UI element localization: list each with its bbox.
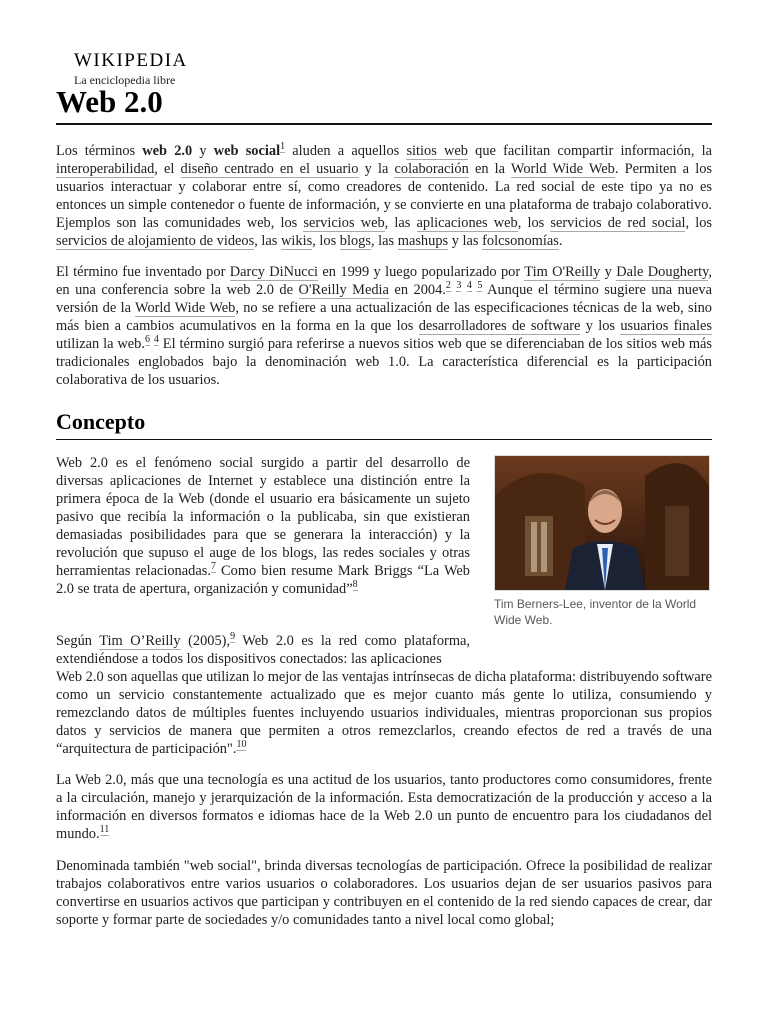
link-aplicaciones-web[interactable]: aplicaciones web — [416, 215, 518, 231]
wikipedia-logo[interactable] — [74, 50, 204, 87]
link-diseno-centrado[interactable]: diseño centrado en el usuario — [180, 161, 359, 177]
page-title: Web 2.0 — [56, 84, 712, 125]
reference-link[interactable]: 4 — [153, 334, 159, 346]
concepto-paragraph-3: La Web 2.0, más que una tecnología es una actitud de los usuarios, tanto productores como consumidores, frente a la circulación, manejo y jerarquización de la información. Esta democratización de la producción y acceso a la información en diversos formatos e idiomas hace de la Web 2.0 un punto de encuentro para los ciudadanos del mundo.$^{11}$ — [56, 772, 712, 842]
reference-link[interactable]: 10 — [236, 739, 247, 751]
bold-term: web 2.0 — [142, 143, 193, 159]
link-servicios-red-social[interactable]: servicios de red social — [550, 215, 686, 231]
link-usuarios-finales[interactable]: usuarios finales — [620, 318, 712, 334]
link-wikis[interactable]: wikis — [281, 233, 313, 249]
link-sitios-web[interactable]: sitios web — [406, 143, 468, 159]
link-tim-oreilly[interactable]: Tim O'Reilly — [524, 264, 601, 280]
reference-link[interactable]: 2 — [445, 280, 451, 292]
link-interoperabilidad[interactable]: interoperabilidad — [56, 161, 155, 177]
reference-link[interactable]: 11 — [99, 824, 110, 836]
reference-link[interactable]: 9 — [230, 631, 236, 643]
link-servicios-web[interactable]: servicios web — [303, 215, 385, 231]
link-alojamiento-videos[interactable]: servicios de alojamiento de videos — [56, 233, 255, 249]
link-blogs[interactable]: blogs — [339, 233, 371, 249]
concepto-paragraph-1: Web 2.0 es el fenómeno social surgido a partir del desarrollo de diversas aplicaciones de Internet y establece una distinción entre la primera época de la Web (donde el usuario era básicamente un sujeto pasivo que recibía la información o la publicaba, sin que existieran demasiadas posibilidades para que se generara la interacción) y la revolución que supuso el auge de los blogs, las redes sociales y otras herramientas relacionadas.$^7$ Como bien resume Mark Briggs “La Web 2.0 se trata de apertura, organización y comunidad”$^8$ — [56, 455, 470, 597]
reference-link[interactable]: 8 — [352, 579, 358, 591]
concepto-paragraph-2-cont: Web 2.0 son aquellas que utilizan lo mejor de las ventajas intrínsecas de dicha plataforma: distribuyendo software como un servicio constantemente actualizado que es mejor cuanto más gente lo utiliza, consumiendo y remezclando datos de múltiples fuentes incluyendo usuarios individuales, mientras proporcionan sus propios datos y servicios de manera que permiten a otros remezclarlos, creando efectos de red a través de una “arquitectura de participación".$^{10}$ — [56, 669, 712, 757]
reference-link[interactable]: 5 — [477, 280, 483, 292]
link-world-wide-web[interactable]: World Wide Web — [135, 300, 236, 316]
bold-term: web social — [213, 143, 281, 159]
link-desarrolladores-software[interactable]: desarrolladores de software — [418, 318, 581, 334]
figure-tim-berners-lee — [494, 455, 710, 628]
logo-wordmark: WIKIPEDIA — [74, 50, 188, 71]
logo-tagline: La enciclopedia libre — [74, 73, 176, 87]
reference-link[interactable]: 1 — [280, 141, 286, 153]
concepto-paragraph-4: Denominada también "web social", brinda diversas tecnologías de participación. Ofrece la posibilidad de realizar trabajos colaborativos entre varios usuarios o colaboradores. Los usuarios dejan de ser usuarios pasivos para convertirse en usuarios activos que participan y contribuyen en el contenido de la red siendo capaces de crear, dar soporte y formar parte de sociedades y/o comunidades tanto a nivel local como global; — [56, 858, 712, 928]
link-oreilly-media[interactable]: O'Reilly Media — [298, 282, 389, 298]
link-dale-dougherty[interactable]: Dale Dougherty — [616, 264, 709, 280]
figure-caption: Tim Berners-Lee, inventor de la World Wide Web. — [494, 597, 697, 627]
section-heading-concepto: Concepto — [56, 409, 712, 440]
link-tim-oreilly[interactable]: Tim O’Reilly — [99, 633, 181, 649]
reference-link[interactable]: 6 — [144, 334, 150, 346]
link-colaboracion[interactable]: colaboración — [394, 161, 469, 177]
reference-link[interactable]: 3 — [456, 280, 462, 292]
link-darcy-dinucci[interactable]: Darcy DiNucci — [229, 264, 319, 280]
concepto-paragraph-2-start: Según Tim O’Reilly (2005),$^9$ Web 2.0 es la red como plataforma, extendiéndose a todos los dispositivos conectados: las aplicaciones — [56, 631, 470, 667]
link-world-wide-web[interactable]: World Wide Web — [510, 161, 615, 177]
link-folcsonomias[interactable]: folcsonomías — [482, 233, 559, 249]
reference-link[interactable]: 4 — [466, 280, 472, 292]
portrait-photo[interactable] — [494, 455, 710, 591]
intro-paragraph-2: El término fue inventado por Darcy DiNucci en 1999 y luego popularizado por Tim O'Reilly y Dale Dougherty, en una conferencia sobre la web 2.0 de O'Reilly Media en 2004.$^2$ $^3$ $^4$ $^5$ Aunque el término sugiere una nueva versión de la World Wide Web, no se refiere a una actualización de las especificaciones técnicas de la web, sino más bien a cambios acumulativos en la forma en la que los desarrolladores de software y los usuarios finales utilizan la web.$^6$ $^4$ El término surgió para referirse a nuevos sitios web que se diferenciaban de los sitios web más tradicionales englobados bajo la denominación web 1.0. La característica diferencial es la participación colaborativa de los usuarios. — [56, 264, 713, 388]
intro-paragraph-1: Los términos web 2.0 y web social$^1$ aluden a aquellos sitios web que facilitan compartir información, la interoperabilidad, el diseño centrado en el usuario y la colaboración en la World Wide Web. Permiten a los usuarios interactuar y colaborar entre sí, como creadores de contenido. La red social de este tipo ya no es entonces un simple contenedor o fuente de información, y se convierte en una plataforma de trabajo colaborativo. Ejemplos son las comunidades web, los servicios web, las aplicaciones web, los servicios de red social, los servicios de alojamiento de videos, las wikis, los blogs, las mashups y las folcsonomías. — [56, 141, 712, 249]
link-mashups[interactable]: mashups — [397, 233, 449, 249]
reference-link[interactable]: 7 — [210, 561, 216, 573]
